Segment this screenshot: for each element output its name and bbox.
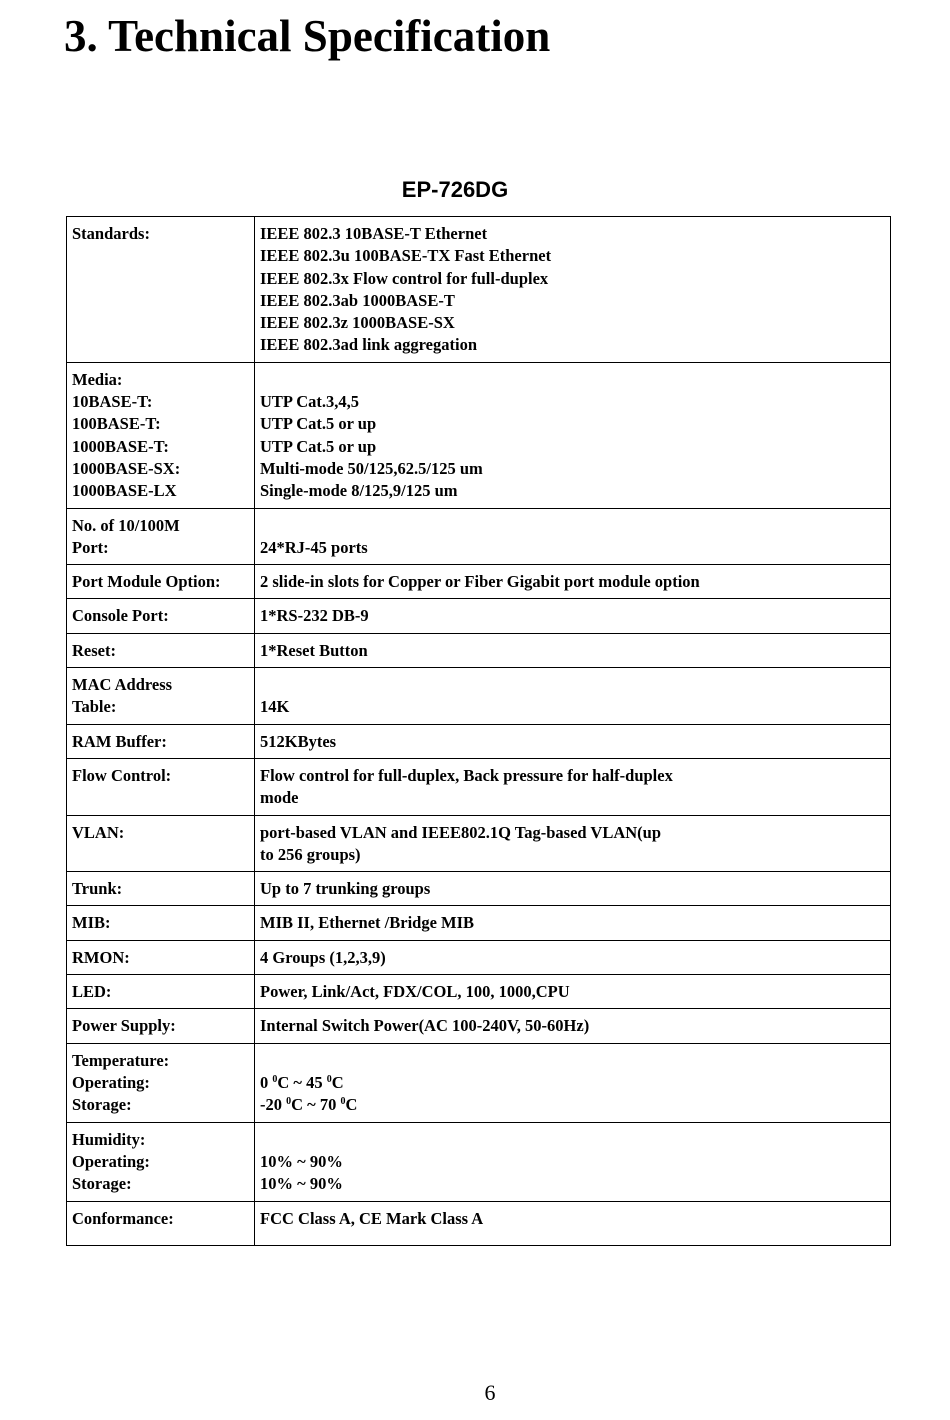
spec-table xyxy=(66,216,891,1246)
degree-superscript: 0 xyxy=(286,1096,292,1108)
spec-label: Media: 10BASE-T: 100BASE-T: 1000BASE-T: 1000BASE-SX: 1000BASE-LX xyxy=(67,362,255,508)
table-row-ram xyxy=(67,724,891,758)
spec-label: Reset: xyxy=(67,633,255,667)
spec-value: Internal Switch Power(AC 100-240V, 50-60Hz) xyxy=(255,1009,891,1043)
spec-value: Flow control for full-duplex, Back pressure for half-duplex mode xyxy=(255,758,891,815)
degree-superscript: 0 xyxy=(272,1073,278,1085)
spec-label: RMON: xyxy=(67,940,255,974)
page-title: 3. Technical Specification xyxy=(64,11,551,61)
spec-label: Power Supply: xyxy=(67,1009,255,1043)
table-row-humidity xyxy=(67,1122,891,1201)
table-row-conformance xyxy=(67,1201,891,1245)
spec-value: IEEE 802.3 10BASE-T Ethernet IEEE 802.3u 100BASE-TX Fast Ethernet IEEE 802.3x Flow control for full-duplex IEEE 802.3ab 1000BASE-T IEEE 802.3z 1000BASE-SX IEEE 802.3ad link aggregation xyxy=(255,217,891,363)
spec-value: 1*Reset Button xyxy=(255,633,891,667)
table-row-port-module xyxy=(67,565,891,599)
spec-value: 14K xyxy=(255,668,891,725)
spec-label: Flow Control: xyxy=(67,758,255,815)
spec-value: Power, Link/Act, FDX/COL, 100, 1000,CPU xyxy=(255,975,891,1009)
degree-superscript: 0 xyxy=(326,1073,332,1085)
spec-label: Conformance: xyxy=(67,1201,255,1245)
table-row-media xyxy=(67,362,891,508)
table-row-vlan xyxy=(67,815,891,872)
table-row-mib xyxy=(67,906,891,940)
page-number: 6 xyxy=(484,1380,496,1405)
spec-label: RAM Buffer: xyxy=(67,724,255,758)
spec-value: 2 slide-in slots for Copper or Fiber Gigabit port module option xyxy=(255,565,891,599)
spec-value: 24*RJ-45 ports xyxy=(255,508,891,565)
spec-label: Console Port: xyxy=(67,599,255,633)
table-row-standards xyxy=(67,217,891,363)
spec-label: MIB: xyxy=(67,906,255,940)
spec-value: 4 Groups (1,2,3,9) xyxy=(255,940,891,974)
table-row-mac xyxy=(67,668,891,725)
spec-label: Humidity: Operating: Storage: xyxy=(67,1122,255,1201)
table-row-reset xyxy=(67,633,891,667)
table-row-console xyxy=(67,599,891,633)
spec-label: Standards: xyxy=(67,217,255,363)
table-row-temperature xyxy=(67,1043,891,1122)
temperature-storage: -20 $^0$C ~ 70 $^0$C xyxy=(260,1095,358,1115)
spec-value: UTP Cat.3,4,5 UTP Cat.5 or up UTP Cat.5 or up Multi-mode 50/125,62.5/125 um Single-mode 8/125,9/125 um xyxy=(255,362,891,508)
spec-label: Port Module Option: xyxy=(67,565,255,599)
table-row-flow xyxy=(67,758,891,815)
spec-value: 10% ~ 90% 10% ~ 90% xyxy=(255,1122,891,1201)
spec-value xyxy=(255,1043,891,1122)
table-row-power xyxy=(67,1009,891,1043)
spec-label: MAC Address Table: xyxy=(67,668,255,725)
table-row-ports xyxy=(67,508,891,565)
spec-label: No. of 10/100M Port: xyxy=(67,508,255,565)
degree-superscript: 0 xyxy=(340,1096,346,1108)
model-name: EP-726DG xyxy=(401,177,509,202)
spec-value: 1*RS-232 DB-9 xyxy=(255,599,891,633)
table-row-rmon xyxy=(67,940,891,974)
table-row-led xyxy=(67,975,891,1009)
spec-value: 512KBytes xyxy=(255,724,891,758)
spec-label: Temperature: Operating: Storage: xyxy=(67,1043,255,1122)
spec-label: VLAN: xyxy=(67,815,255,872)
spec-value: MIB II, Ethernet /Bridge MIB xyxy=(255,906,891,940)
spec-value: port-based VLAN and IEEE802.1Q Tag-based VLAN(up to 256 groups) xyxy=(255,815,891,872)
temperature-operating: 0 $^0$C ~ 45 $^0$C xyxy=(260,1072,344,1092)
spec-label: LED: xyxy=(67,975,255,1009)
spec-value: Up to 7 trunking groups xyxy=(255,872,891,906)
spec-label: Trunk: xyxy=(67,872,255,906)
spec-value: FCC Class A, CE Mark Class A xyxy=(255,1201,891,1245)
table-row-trunk xyxy=(67,872,891,906)
